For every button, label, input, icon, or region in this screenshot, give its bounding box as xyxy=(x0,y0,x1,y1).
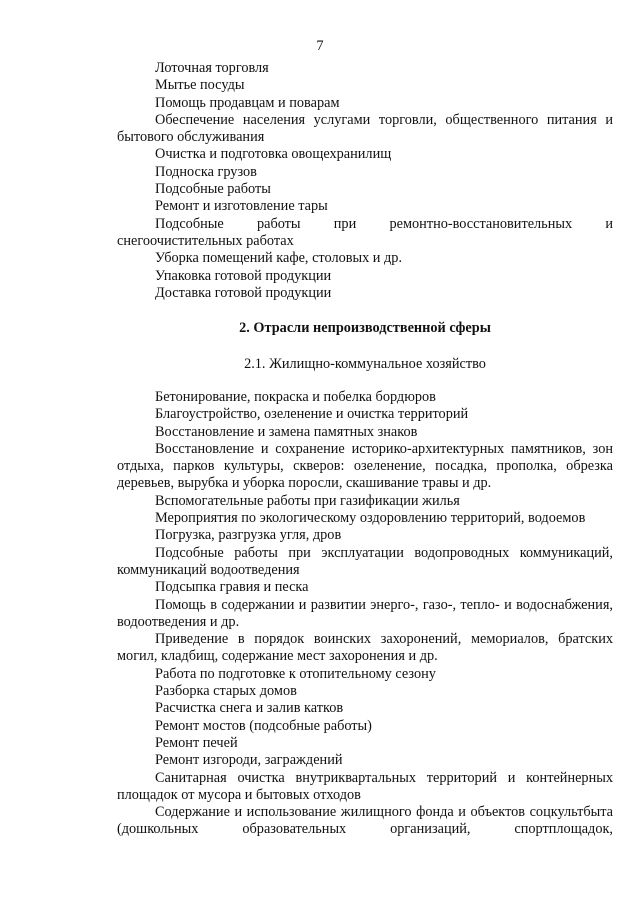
list-item: Мытье посуды xyxy=(155,77,245,94)
list-item: Доставка готовой продукции xyxy=(155,284,332,301)
list-item: Благоустройство, озеленение и очистка территорий xyxy=(155,406,469,423)
list-item: Санитарная очистка внутриквартальных территорий и контейнерных площадок от мусора и бытовых отходов xyxy=(117,769,613,803)
page-number: 7 xyxy=(316,38,324,54)
list-item: Упаковка готовой продукции xyxy=(155,267,332,284)
list-item: Содержание и использование жилищного фонда и объектов соцкультбыта (дошкольных образовательных организаций, спортплощадок, xyxy=(117,804,613,838)
list-item: Приведение в порядок воинских захоронений, мемориалов, братских могил, кладбищ, содержание мест захоронения и др. xyxy=(117,631,613,665)
list-item: Погрузка, разгрузка угля, дров xyxy=(155,527,342,544)
activity-list-housing xyxy=(117,389,613,839)
section-heading: 2. Отрасли непроизводственной сферы xyxy=(239,320,491,336)
list-item: Ремонт изгороди, заграждений xyxy=(155,752,343,769)
list-item: Вспомогательные работы при газификации жилья xyxy=(155,492,460,509)
list-item: Очистка и подготовка овощехранилищ xyxy=(155,146,392,163)
list-item: Подсыпка гравия и песка xyxy=(155,579,309,596)
list-item: Обеспечение населения услугами торговли, общественного питания и бытового обслуживания xyxy=(117,111,613,146)
list-item: Подсобные работы xyxy=(155,181,271,198)
list-item: Мероприятия по экологическому оздоровлению территорий, водоемов xyxy=(155,510,586,527)
list-item: Помощь в содержании и развитии энерго-, газо-, тепло- и водоснабжения, водоотведения и др. xyxy=(117,596,613,630)
activity-list-trade xyxy=(117,60,613,302)
list-item: Ремонт и изготовление тары xyxy=(155,198,328,215)
list-item: Подсобные работы при ремонтно-восстановительных и снегоочистительных работах xyxy=(117,215,613,249)
list-item: Помощь продавцам и поварам xyxy=(155,94,340,111)
subsection-heading: 2.1. Жилищно-коммунальное хозяйство xyxy=(244,356,486,372)
list-item: Подноска грузов xyxy=(155,163,257,180)
list-item: Лоточная торговля xyxy=(155,60,269,76)
list-item: Ремонт мостов (подсобные работы) xyxy=(155,717,372,734)
list-item: Ремонт печей xyxy=(155,734,238,751)
list-item: Восстановление и сохранение историко-архитектурных памятников, зон отдыха, парков культуры, скверов: озеленение, посадка, прополка, обрезка деревьев, вырубка и уборка поросли, скашивание травы и др. xyxy=(117,440,613,492)
list-item: Подсобные работы при эксплуатации водопроводных коммуникаций, коммуникаций водоотведения xyxy=(117,544,613,578)
list-item: Разборка старых домов xyxy=(155,683,297,700)
list-item: Расчистка снега и залив катков xyxy=(155,700,344,717)
list-item: Бетонирование, покраска и побелка бордюров xyxy=(155,389,436,405)
list-item: Работа по подготовке к отопительному сезону xyxy=(155,665,436,682)
list-item: Уборка помещений кафе, столовых и др. xyxy=(155,250,403,267)
list-item: Восстановление и замена памятных знаков xyxy=(155,423,418,440)
